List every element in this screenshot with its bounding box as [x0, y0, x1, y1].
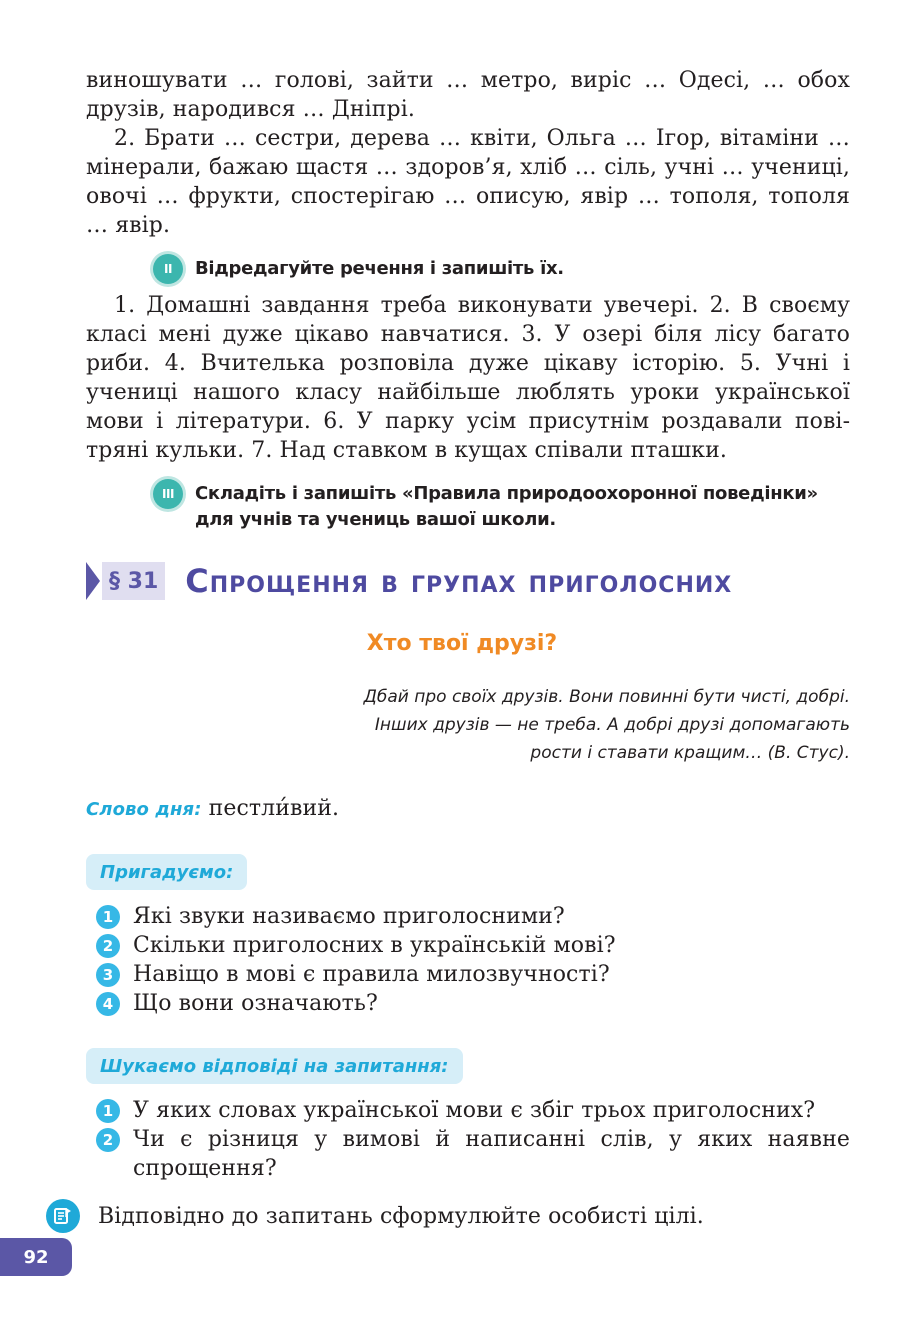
number-badge: 2 [96, 1128, 120, 1152]
recall-list [96, 902, 850, 1018]
task-number-badge: III [153, 479, 183, 509]
question-text: Скільки приголосних в українській мові? [133, 933, 616, 958]
epigraph-quote [290, 683, 850, 767]
task-2-text: 1. Домашні завдання треба виконувати увечері. 2. В своєму класі мені дуже цікаво навчатися. 3. У озері біля лісу багато риби. 4. Вчителька розповіла дуже цікаву історію. 5. Учні і учениці нашого класу найбільше люблять уроки української мови і літератури. 6. У парку усім присутнім роздавали повітряні кульки. 7. Над ставком в кущах співали пташки. [86, 293, 850, 463]
search-label: Шукаємо відповіді на запитання: [86, 1048, 463, 1084]
exercise-text [86, 66, 850, 240]
search-list [96, 1096, 850, 1183]
task-2-heading [153, 256, 564, 284]
number-badge: 1 [96, 905, 120, 929]
epigraph-line-3: рости і ставати кращим… (В. Стус). [530, 743, 850, 763]
number-badge: 1 [96, 1099, 120, 1123]
goals-text: Відповідно до запитань сформулюйте особисті цілі. [98, 1203, 704, 1229]
section-number-badge: § 31 [102, 562, 165, 600]
task-3-title-line-2: для учнів та учениць вашої школи. [195, 509, 556, 530]
word-of-day-value: пестли́вий. [201, 796, 340, 821]
list-item [96, 931, 850, 960]
task-3-title [195, 481, 818, 533]
task-3-title-line-1: Складіть і запишіть «Правила природоохоронної поведінки» [195, 483, 818, 504]
number-badge: 2 [96, 934, 120, 958]
exercise-part-2: 2. Брати … сестри, дерева … квіти, Ольга … Ігор, вітаміни … мінерали, бажаю щастя … здоров’я, хліб … сіль, учні … учениці, овочі … фрукти, спостерігаю … описую, явір … тополя, тополя … явір. [86, 126, 850, 238]
epigraph-title: Хто твої друзі? [366, 631, 558, 656]
list-item [96, 1096, 850, 1125]
epigraph-line-2: Інших друзів — не треба. А добрі друзі допомагають [374, 715, 850, 735]
chevron-marker-icon [86, 562, 100, 600]
question-text: Що вони означають? [133, 991, 378, 1016]
number-badge: 4 [96, 992, 120, 1016]
goals-row [46, 1199, 704, 1233]
page-number: 92 [0, 1238, 72, 1276]
section-title: Спрощення в групах приголосних [185, 562, 733, 600]
section-heading [86, 562, 732, 600]
epigraph-line-1: Дбай про своїх друзів. Вони повинні бути чисті, добрі. [363, 687, 850, 707]
number-badge: 3 [96, 963, 120, 987]
word-of-day [86, 794, 339, 824]
question-text: У яких словах української мови є збіг трьох приголосних? [133, 1098, 816, 1123]
question-text: Чи є різниця у вимові й написанні слів, у яких наявне спрощення? [133, 1127, 850, 1181]
word-of-day-label: Слово дня: [86, 799, 202, 820]
goals-icon [46, 1199, 80, 1233]
exercise-part-1: виношувати … голові, зайти … метро, виріс … Одесі, … обох друзів, народився … Дніпрі. [86, 68, 850, 122]
list-item [96, 960, 850, 989]
task-2-title: Відредагуйте речення і запишіть їх. [195, 258, 564, 279]
task-number-badge: II [153, 254, 183, 284]
list-item [96, 902, 850, 931]
question-text: Навіщо в мові є правила милозвучності? [133, 962, 610, 987]
recall-label: Пригадуємо: [86, 854, 247, 890]
task-3-heading [153, 481, 818, 533]
list-item [96, 989, 850, 1018]
question-text: Які звуки називаємо приголосними? [133, 904, 565, 929]
list-item [96, 1125, 850, 1183]
